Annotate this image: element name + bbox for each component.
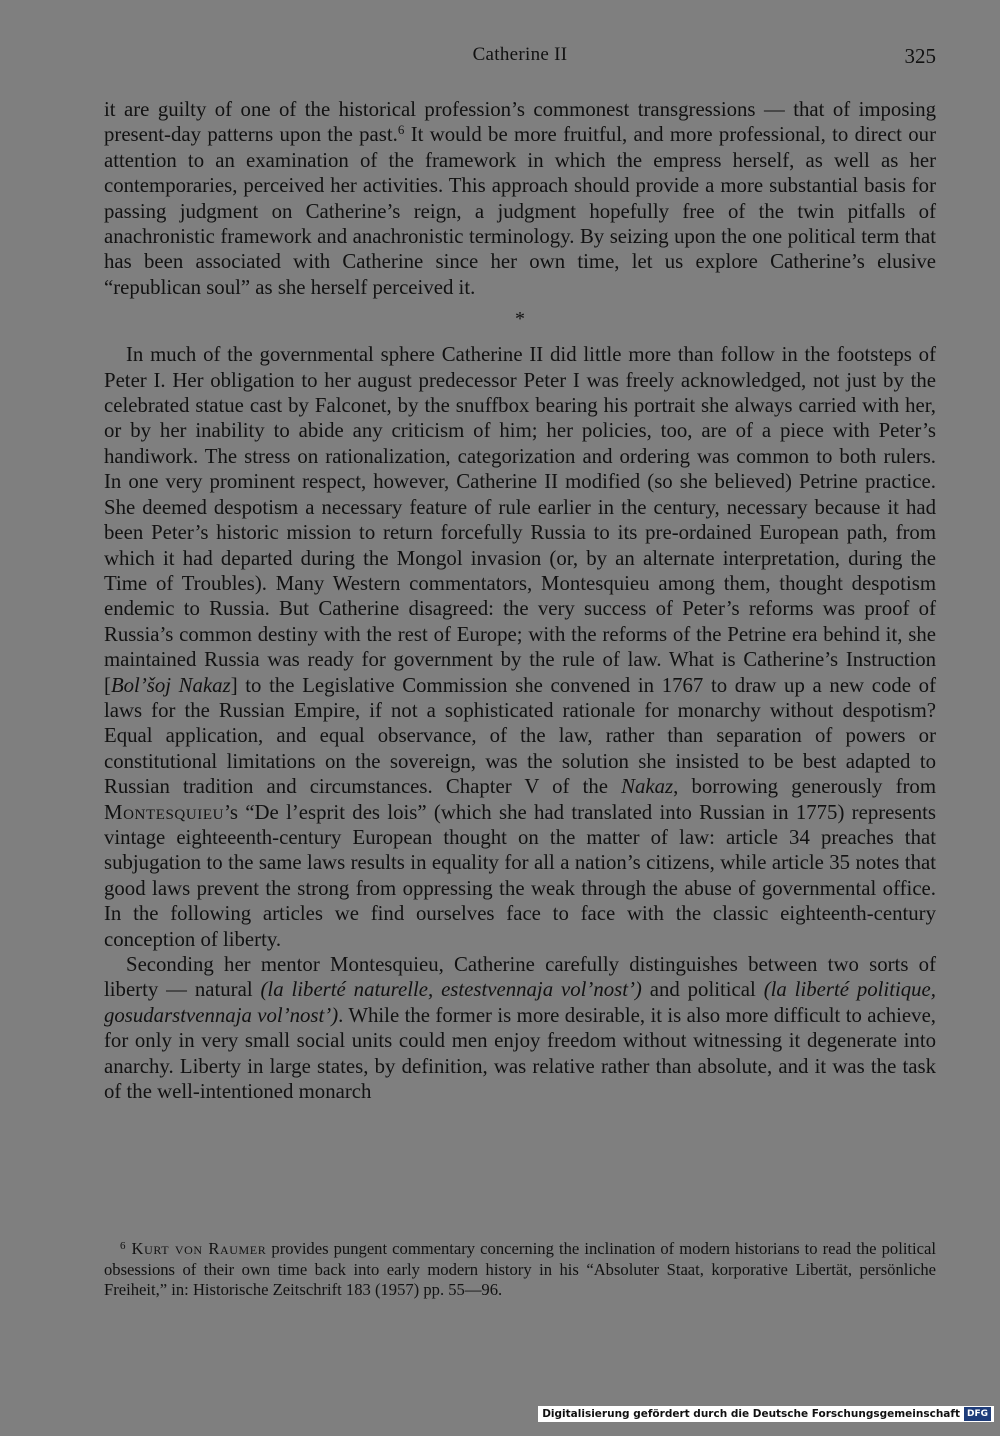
footnote-mark: 6 [120,1240,126,1252]
paragraph-2-text-d: ’s “De l’esprit des lois” (which she had translated into Russian in 1775) represents vintage eighteeenth-century European thought on the matter of law: article 34 preaches that subjugation to the same laws results in equality for all a nation’s citizens, while article 35 notes that good laws prevent the strong from oppressing the weak through the abuse of governmental office. In the following articles we find ourselves face to face with the classic eighteenth-century conception of liberty. [104,800,936,951]
body-text [104,97,936,1104]
dfg-logo-icon: DFG [964,1407,991,1421]
paragraph-2-italic-nakaz: Nakaz [621,775,674,799]
credit-text: Digitalisierung gefördert durch die Deutsche Forschungsgemeinschaft [542,1408,960,1420]
footnote-reference: 6 [397,122,405,138]
paragraph-2 [104,342,936,952]
paragraph-3-italic-natural-liberty: (la liberté naturelle, estestvennaja vol’nost’) [260,978,642,1002]
paragraph-1 [104,97,936,300]
footnote-6 [104,1239,936,1301]
paragraph-3-text-a: Seconding her mentor Montesquieu, Catherine carefully distinguishes between two sorts of liberty — natural [104,953,936,1002]
footnotes [104,1239,936,1301]
paragraph-2-text-c: , borrowing generously from [673,775,936,799]
running-title: Catherine II [472,44,568,65]
paragraph-2-text-a: In much of the governmental sphere Catherine II did little more than follow in the footsteps of Peter I. Her obligation to her august predecessor Peter I was freely acknowledged, not just by the celebrated statue cast by Falconet, by the snuffbox bearing his portrait she always carried with her, or by her inability to abide any criticism of him; her policies, too, are of a piece with Peter’s handiwork. The stress on rationalization, categorization and ordering was common to both rulers. In one very prominent respect, however, Catherine II modified (so she believed) Petrine practice. She deemed despotism a necessary feature of rule earlier in the century, necessary because it had been Peter’s historic mission to return forcefully Russia to its pre-ordained European path, from which it had departed during the Mongol invasion (or, by an alternate interpretation, during the Time of Troubles). Many Western commentators, Montesquieu among them, thought despotism endemic to Russia. But Catherine disagreed: the very success of Peter’s reforms was proof of Russia’s common destiny with the rest of Europe; with the reforms of the Petrine era behind it, she maintained Russia was ready for government by the rule of law. What is Catherine’s Instruction [ [104,343,936,697]
page-number: 325 [904,44,936,68]
paragraph-1-text-b: It would be more fruitful, and more professional, to direct our attention to an examination of the framework in which the empress herself, as well as her contemporaries, perceived her activities. This approach should provide a more substantial basis for passing judgment on Catherine’s reign, a judgment hopefully free of the twin pitfalls of anachronistic framework and anachronistic terminology. By seizing upon the one political term that has been associated with Catherine since her own time, let us explore Catherine’s elusive “republican soul” as she herself perceived it. [104,123,937,299]
digitization-credit [538,1406,994,1422]
paragraph-3-text-c: . While the former is more desirable, it is also more difficult to achieve, for only in very small social units could men enjoy freedom without witnessing it degenerate into anarchy. Liberty in large states, by definition, was relative rather than absolute, and it was the task of the well-intentioned monarch [104,1003,936,1104]
section-separator: * [515,308,525,331]
paragraph-2-italic-bolsoj-nakaz: Bol’šoj Nakaz [110,673,231,697]
paragraph-3 [104,952,936,1104]
paragraph-2-text-b: ] to the Legislative Commission she convened in 1767 to draw up a new code of laws for the Russian Empire, if not a sophisticated rationale for monarchy without despotism? Equal application, and equal observance, of the law, rather than separation of powers or constitutional limitations on the sovereign, was the solution she insisted to be best adapted to Russian tradition and circumstances. Chapter V of the [104,673,936,799]
paragraph-2-smallcaps-montesquieu: Montesquieu [104,800,225,824]
footnote-author: Kurt von Raumer [131,1239,267,1258]
paragraph-3-italic-political-liberty: (la liberté politique, gosudarstvennaja vol’nost’) [104,978,936,1027]
paragraph-3-text-b: and political [641,978,764,1002]
footnote-text: provides pungent commentary concerning the inclination of modern historians to read the political obsessions of their own time back into early modern history in his “Absoluter Staat, korporative Libertät, persönliche Freiheit,” in: Historische Zeitschrift 183 (1957) pp. 55—96. [104,1239,936,1299]
running-head [104,44,936,72]
paragraph-1-text-a: it are guilty of one of the historical profession’s commonest transgressions — that of imposing present-day patterns upon the past. [104,98,936,147]
